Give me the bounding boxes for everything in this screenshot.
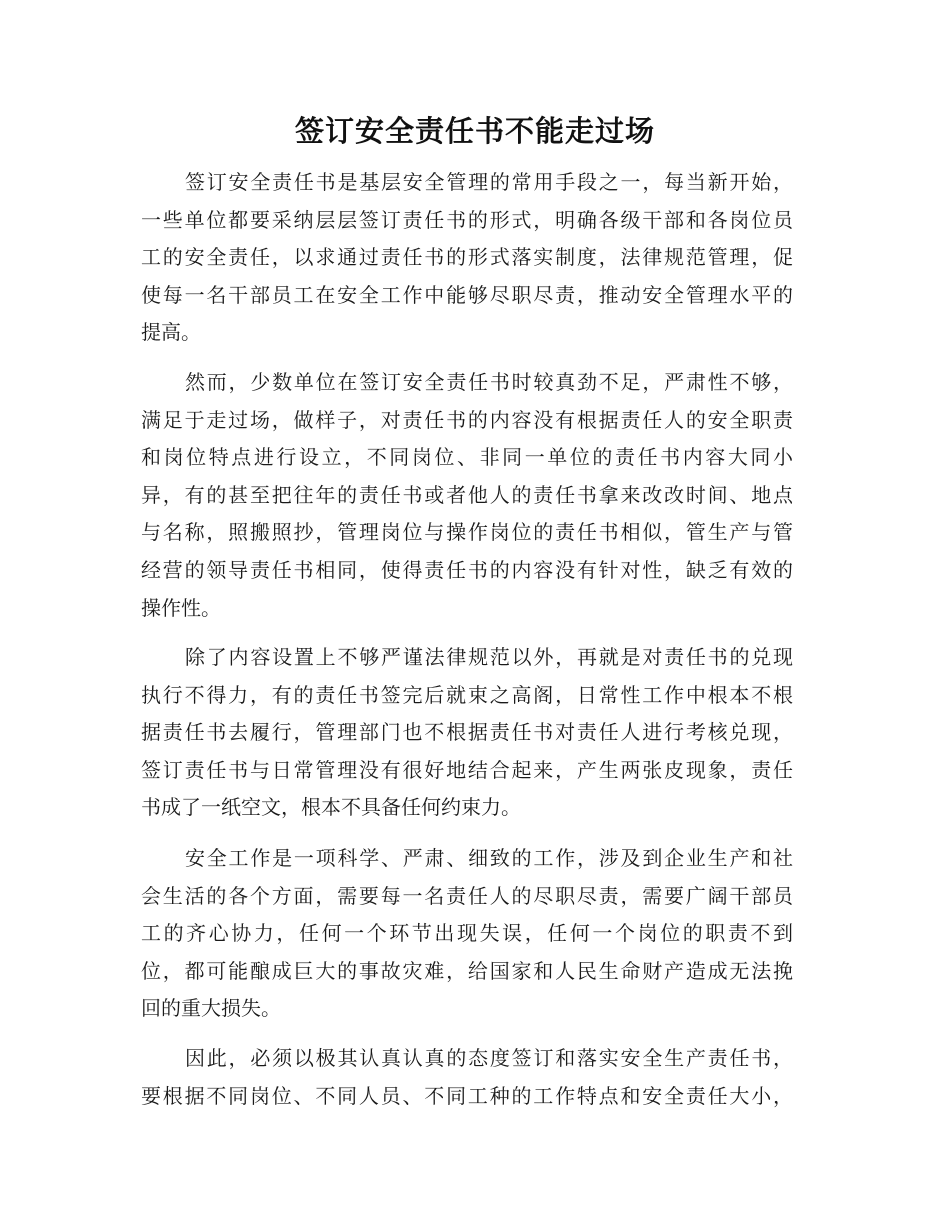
paragraph-line: 经营的领导责任书相同，使得责任书的内容没有针对性，缺乏有效的 [141,557,793,582]
paragraph-line: 工的安全责任，以求通过责任书的形式落实制度，法律规范管理，促 [141,245,793,270]
paragraph-line: 签订安全责任书是基层安全管理的常用手段之一，每当新开始， [185,170,793,194]
paragraph-line: 提高。 [141,320,201,345]
paragraph-line: 除了内容设置上不够严谨法律规范以外，再就是对责任书的兑现 [185,645,793,669]
paragraph-line: 书成了一纸空文，根本不具备任何约束力。 [141,795,521,820]
paragraph-line: 签订责任书与日常管理没有很好地结合起来，产生两张皮现象，责任 [141,757,793,782]
paragraph-line: 要根据不同岗位、不同人员、不同工种的工作特点和安全责任大小， [141,1083,793,1108]
paragraph-line: 回的重大损失。 [141,996,281,1021]
paragraph-line: 异，有的甚至把往年的责任书或者他人的责任书拿来改改时间、地点 [141,482,793,507]
paragraph-line: 因此，必须以极其认真认真的态度签订和落实安全生产责任书， [185,1046,793,1070]
paragraph-5 [141,1040,793,1115]
paragraph-line: 操作性。 [141,595,221,620]
paragraph-line: 然而，少数单位在签订安全责任书时较真劲不足，严肃性不够， [185,370,793,394]
paragraph-line: 据责任书去履行，管理部门也不根据责任书对责任人进行考核兑现， [141,720,793,745]
paragraph-1 [141,164,793,352]
paragraph-line: 安全工作是一项科学、严肃、细致的工作，涉及到企业生产和社 [185,846,793,870]
paragraph-line: 满足于走过场，做样子，对责任书的内容没有根据责任人的安全职责 [141,407,793,432]
paragraph-line: 使每一名干部员工在安全工作中能够尽职尽责，推动安全管理水平的 [141,282,793,307]
document-title: 签订安全责任书不能走过场 [294,114,655,148]
paragraph-line: 会生活的各个方面，需要每一名责任人的尽职尽责，需要广阔干部员 [141,883,793,908]
paragraph-line: 与名称，照搬照抄，管理岗位与操作岗位的责任书相似，管生产与管 [141,520,793,545]
paragraph-line: 和岗位特点进行设立，不同岗位、非同一单位的责任书内容大同小 [141,445,793,470]
paragraph-line: 执行不得力，有的责任书签完后就束之高阁，日常性工作中根本不根 [141,682,793,707]
paragraph-3 [141,639,793,827]
paragraph-2 [141,364,793,627]
paragraph-line: 工的齐心协力，任何一个环节出现失误，任何一个岗位的职责不到 [141,921,793,946]
paragraph-line: 一些单位都要采纳层层签订责任书的形式，明确各级干部和各岗位员 [141,207,793,232]
paragraph-line: 位，都可能酿成巨大的事故灾难，给国家和人民生命财产造成无法挽 [141,958,793,983]
paragraph-4 [141,840,793,1028]
